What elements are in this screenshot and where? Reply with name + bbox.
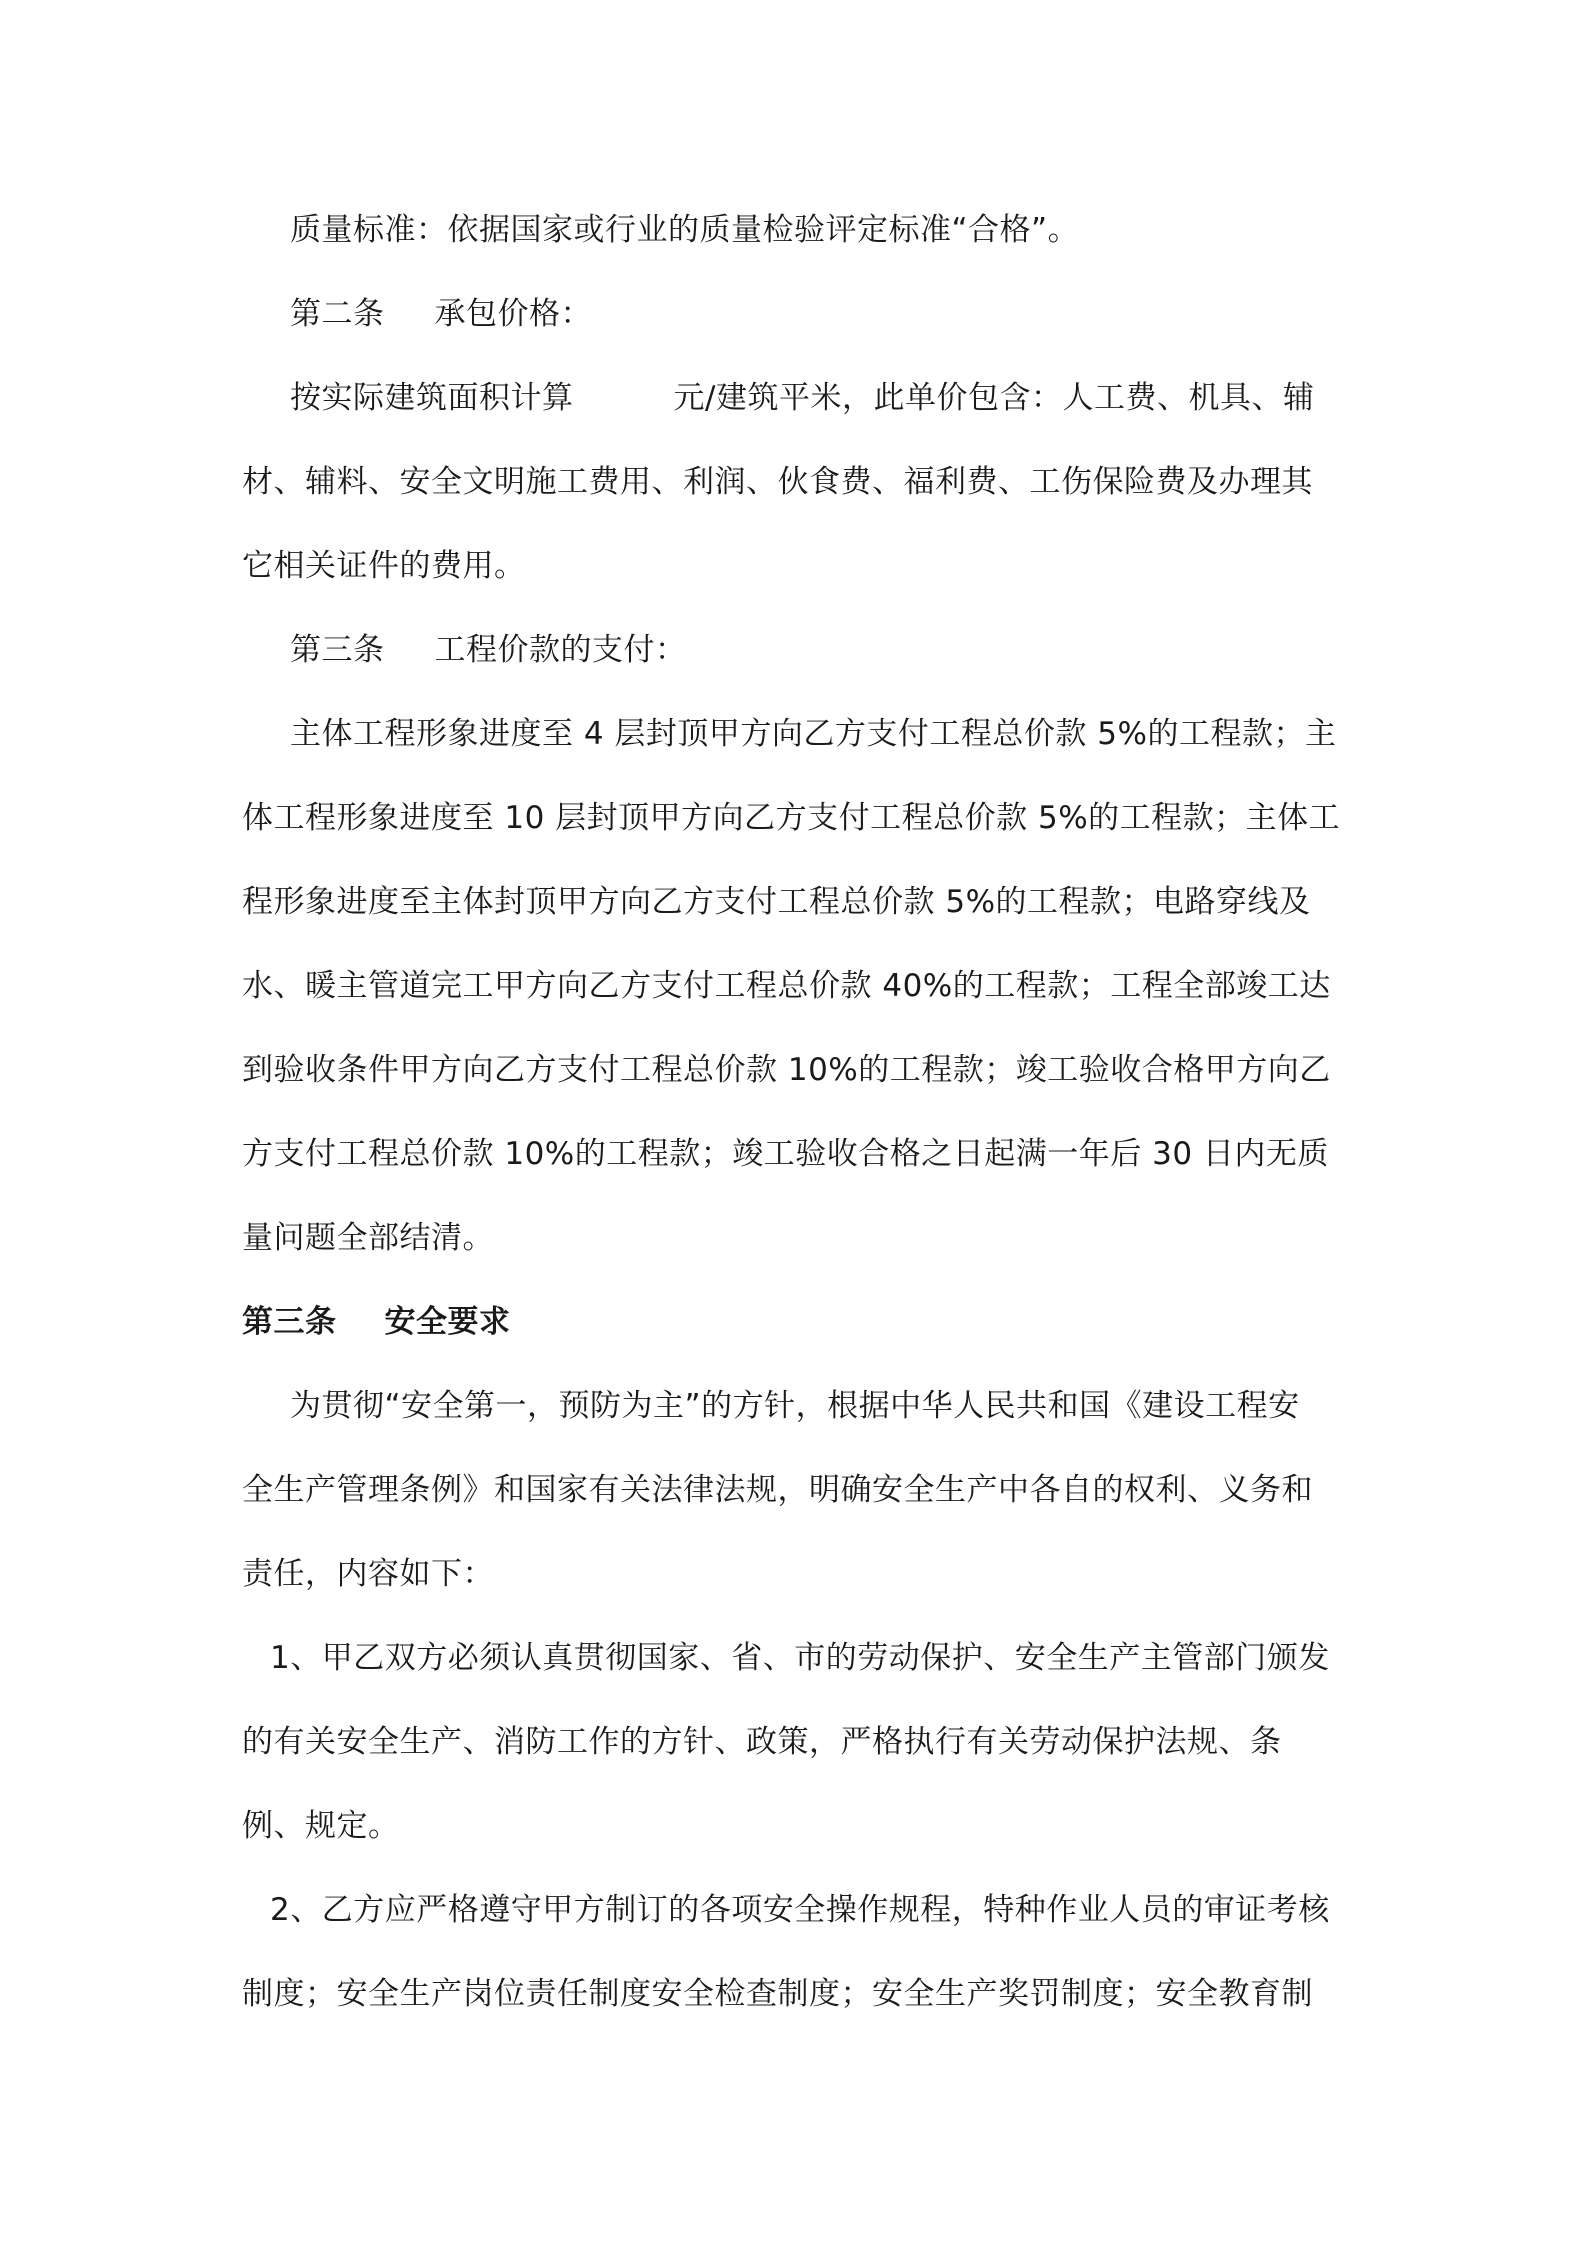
- text-line: 责任，内容如下：: [242, 1556, 494, 1592]
- text-line: 元/建筑平米，此单价包含：人工费、机具、辅: [673, 380, 1315, 416]
- paragraph-line: [242, 798, 1357, 838]
- text-line: 材、辅料、安全文明施工费用、利润、伙食费、福利费、工伤保险费及办理其: [242, 464, 1313, 500]
- paragraph-line: [242, 1554, 1357, 1594]
- quality-standard-line: [290, 210, 1357, 250]
- text-line: 质量标准：依据国家或行业的质量检验评定标准“合格”。: [290, 212, 1080, 248]
- paragraph-line: [242, 1470, 1357, 1510]
- text-line: 方支付工程总价款 10%的工程款；竣工验收合格之日起满一年后 30 日内无质: [242, 1136, 1329, 1172]
- text-line: 它相关证件的费用。: [242, 548, 526, 584]
- text-line: 的有关安全生产、消防工作的方针、政策，严格执行有关劳动保护法规、条: [242, 1724, 1282, 1760]
- safety-article-heading: [242, 1302, 1357, 1342]
- paragraph-line: [242, 1974, 1357, 2014]
- article-2-heading: [290, 294, 1357, 334]
- article-number: 第三条: [242, 1304, 337, 1340]
- text-line: 体工程形象进度至 10 层封顶甲方向乙方支付工程总价款 5%的工程款；主体工: [242, 800, 1341, 836]
- paragraph-line: [242, 882, 1357, 922]
- paragraph-line: [290, 714, 1357, 754]
- text-line: 按实际建筑面积计算: [290, 380, 574, 416]
- text-line: 例、规定。: [242, 1808, 400, 1844]
- text-line: 量问题全部结清。: [242, 1220, 494, 1256]
- text-line: 程形象进度至主体封顶甲方向乙方支付工程总价款 5%的工程款；电路穿线及: [242, 884, 1311, 920]
- text-line: 到验收条件甲方向乙方支付工程总价款 10%的工程款；竣工验收合格甲方向乙: [242, 1052, 1331, 1088]
- paragraph-line: [290, 1386, 1357, 1426]
- article-number: 第三条: [290, 632, 385, 668]
- paragraph-line: [290, 378, 1357, 418]
- paragraph-line: [242, 1722, 1357, 1762]
- paragraph-line: [242, 966, 1357, 1006]
- paragraph-line: [242, 546, 1357, 586]
- text-line: 制度；安全生产岗位责任制度安全检查制度；安全生产奖罚制度；安全教育制: [242, 1976, 1313, 2012]
- text-line: 为贯彻“安全第一，预防为主”的方针，根据中华人民共和国《建设工程安: [290, 1388, 1300, 1424]
- article-title: 安全要求: [384, 1304, 511, 1340]
- text-line: 主体工程形象进度至 4 层封顶甲方向乙方支付工程总价款 5%的工程款；主: [290, 716, 1337, 752]
- paragraph-line: [242, 1050, 1357, 1090]
- article-title: 工程价款的支付：: [434, 632, 687, 668]
- list-item-1: [270, 1638, 1357, 1678]
- paragraph-line: [242, 462, 1357, 502]
- text-line: 2、乙方应严格遵守甲方制订的各项安全操作规程，特种作业人员的审证考核: [270, 1892, 1330, 1928]
- paragraph-line: [242, 1806, 1357, 1846]
- paragraph-line: [242, 1134, 1357, 1174]
- list-item-2: [270, 1890, 1357, 1930]
- article-number: 第二条: [290, 296, 385, 332]
- article-title: 承包价格：: [434, 296, 592, 332]
- text-line: 水、暖主管道完工甲方向乙方支付工程总价款 40%的工程款；工程全部竣工达: [242, 968, 1331, 1004]
- text-line: 全生产管理条例》和国家有关法律法规，明确安全生产中各自的权利、义务和: [242, 1472, 1313, 1508]
- paragraph-line: [242, 1218, 1357, 1258]
- article-3-heading: [290, 630, 1357, 670]
- text-line: 1、甲乙双方必须认真贯彻国家、省、市的劳动保护、安全生产主管部门颁发: [270, 1640, 1330, 1676]
